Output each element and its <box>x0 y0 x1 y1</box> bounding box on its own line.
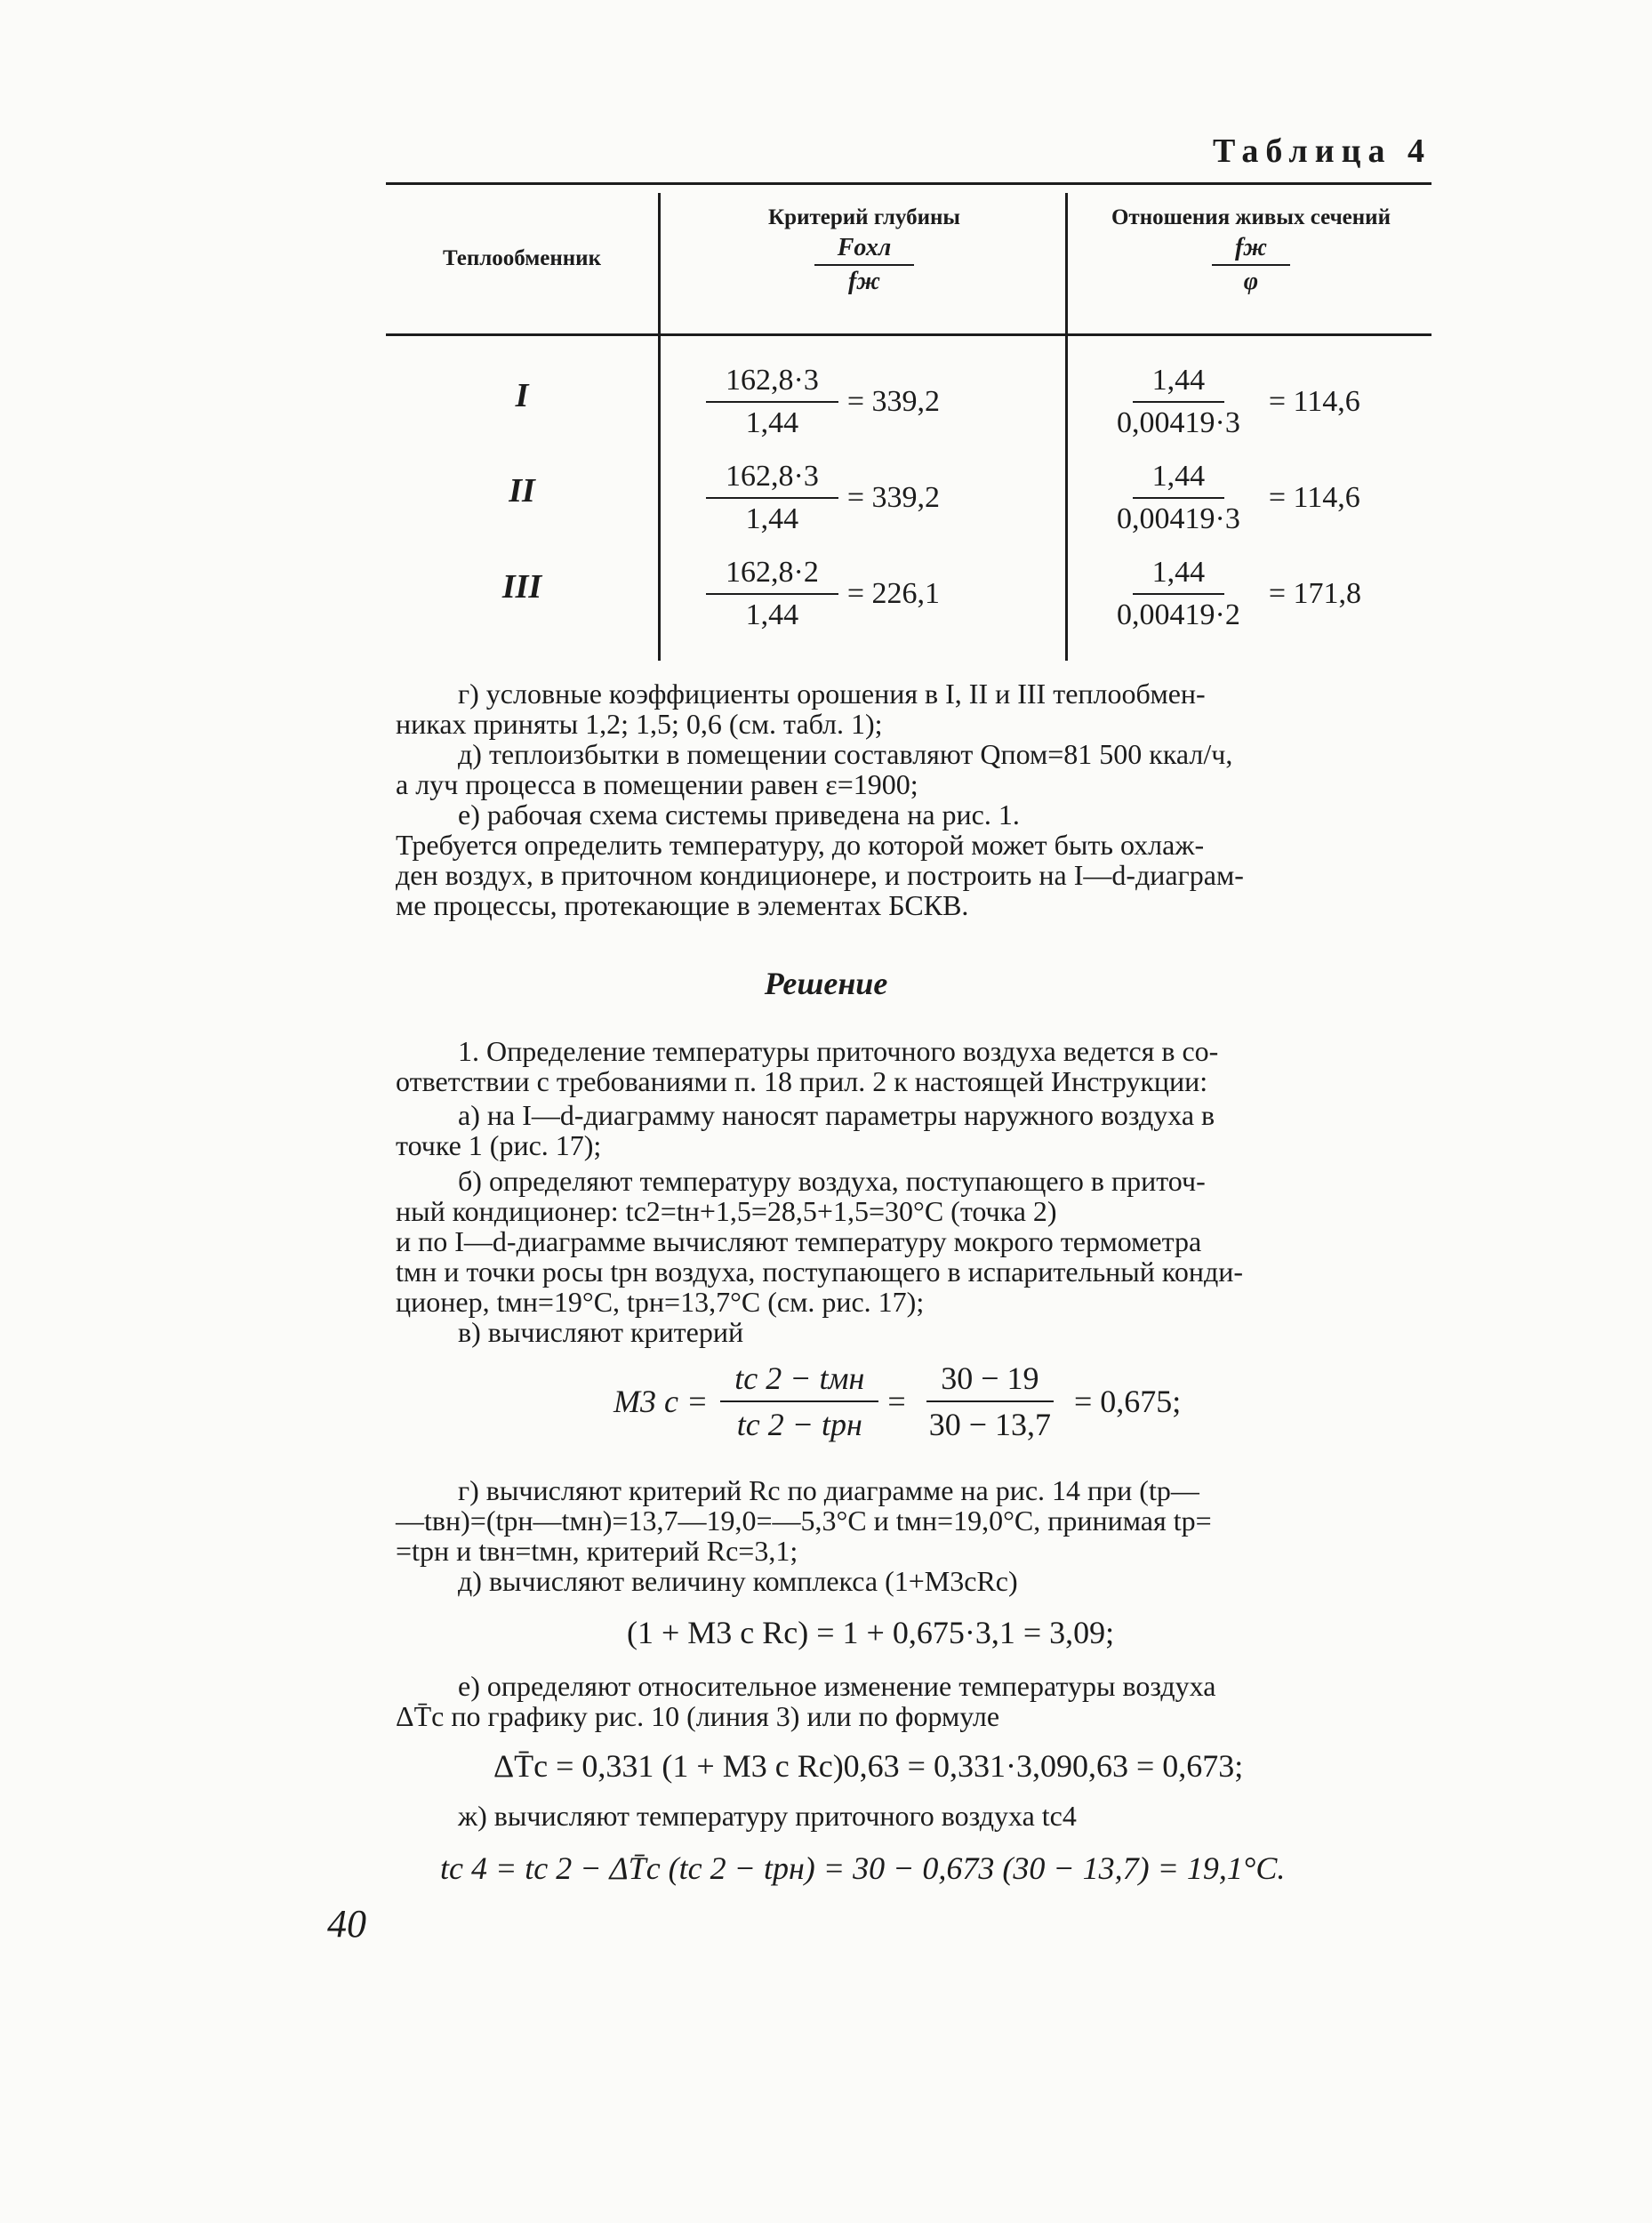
text-line: ный кондиционер: tс2=tн+1,5=28,5+1,5=30°С (точка 2) <box>396 1195 1057 1227</box>
formula-lhs: M3 с = <box>613 1384 709 1419</box>
ratio-numerator: 1,44 <box>1133 360 1225 403</box>
header-depth-fraction <box>814 234 914 296</box>
text-line: а луч процесса в помещении равен ε=1900; <box>396 768 918 800</box>
depth-fraction <box>706 456 838 540</box>
ratio-denominator: 0,00419·3 <box>1117 406 1240 439</box>
ratio-fraction <box>1097 456 1260 540</box>
depth-numerator: 162,8·2 <box>706 552 838 595</box>
formula-denominator-1: tс 2 − tрн <box>736 1407 862 1442</box>
text-line: ж) вычисляют температуру приточного воздуха tс4 <box>458 1800 1077 1832</box>
text-line: б) определяют температуру воздуха, поступающего в приточ- <box>458 1165 1206 1197</box>
text-line: ден воздух, в приточном кондиционере, и построить на I—d-диаграм- <box>396 859 1244 891</box>
depth-denominator: 1,44 <box>745 406 799 439</box>
text-line: г) условные коэффициенты орошения в I, II и III теплообмен- <box>458 678 1206 710</box>
header-depth-denominator: fж <box>848 268 880 295</box>
text-line: ΔT̄с по графику рис. 10 (линия 3) или по формуле <box>396 1700 1000 1732</box>
header-depth-numerator: Fохл <box>814 234 914 266</box>
ratio-denominator: 0,00419·3 <box>1117 502 1240 535</box>
row-i-depth <box>706 360 940 444</box>
text-line: никах приняты 1,2; 1,5; 0,6 (см. табл. 1); <box>396 708 883 740</box>
row-label-i: I <box>515 377 529 414</box>
row-label-ii: II <box>509 472 535 510</box>
header-ratio-label: Отношения живых сечений <box>1111 205 1391 229</box>
formula-numerator-2: 30 − 19 <box>926 1356 1053 1402</box>
row-iii-depth <box>706 552 940 636</box>
ratio-fraction <box>1097 552 1260 636</box>
ratio-result: = 114,6 <box>1268 385 1360 418</box>
text-line: 1. Определение температуры приточного воздуха ведется в со- <box>458 1035 1219 1067</box>
data-table <box>386 182 1431 662</box>
formula-m3c <box>613 1356 1181 1447</box>
text-line: д) вычисляют величину комплекса (1+M3сRс) <box>458 1565 1018 1597</box>
ratio-fraction <box>1097 360 1260 444</box>
page-number: 40 <box>327 1902 366 1946</box>
formula-fraction-2 <box>915 1356 1065 1447</box>
section-heading: Решение <box>764 966 888 1001</box>
header-ratio-numerator: fж <box>1212 234 1290 266</box>
formula-fraction-1 <box>720 1356 878 1447</box>
header-section-ratio <box>1071 205 1431 296</box>
text-line: точке 1 (рис. 17); <box>396 1129 602 1161</box>
formula-equals: = <box>887 1384 906 1419</box>
formula-tc4: tс 4 = tс 2 − ΔT̄с (tс 2 − tрн) = 30 − 0,673 (30 − 13,7) = 19,1°С. <box>440 1850 1286 1886</box>
text-line: —tвн)=(tрн—tмн)=13,7—19,0=—5,3°С и tмн=19,0°С, принимая tр= <box>396 1505 1212 1537</box>
ratio-numerator: 1,44 <box>1133 552 1225 595</box>
text-line: ционер, tмн=19°С, tрн=13,7°С (см. рис. 17); <box>396 1286 925 1318</box>
formula-result: = 0,675; <box>1074 1384 1182 1419</box>
depth-numerator: 162,8·3 <box>706 360 838 403</box>
depth-denominator: 1,44 <box>745 598 799 631</box>
text-line: ме процессы, протекающие в элементах БСКВ. <box>396 889 969 921</box>
row-iii-ratio <box>1097 552 1361 636</box>
ratio-result: = 171,8 <box>1268 577 1362 610</box>
depth-result: = 226,1 <box>846 577 941 610</box>
table-header-rule <box>386 333 1431 336</box>
row-ii-depth <box>706 456 940 540</box>
text-line: и по I—d-диаграмме вычисляют температуру мокрого термометра <box>396 1225 1202 1257</box>
text-line: а) на I—d-диаграмму наносят параметры наружного воздуха в <box>458 1099 1215 1131</box>
header-ratio-fraction <box>1212 234 1290 296</box>
column-divider-2 <box>1065 193 1068 661</box>
text-line: ответствии с требованиями п. 18 прил. 2 к настоящей Инструкции: <box>396 1065 1208 1097</box>
ratio-denominator: 0,00419·2 <box>1117 598 1240 631</box>
row-label-iii: III <box>501 568 542 606</box>
text-line: д) теплоизбытки в помещении составляют Qпом=81 500 ккал/ч, <box>458 738 1233 770</box>
formula-delta-t: ΔT̄с = 0,331 (1 + M3 с Rс)0,63 = 0,331·3,090,63 = 0,673; <box>493 1748 1244 1784</box>
text-line: е) определяют относительное изменение температуры воздуха <box>458 1670 1216 1702</box>
text-line: в) вычисляют критерий <box>458 1316 744 1348</box>
header-ratio-denominator: φ <box>1243 268 1259 295</box>
depth-fraction <box>706 360 838 444</box>
depth-denominator: 1,44 <box>745 502 799 535</box>
formula-complex: (1 + M3 с Rс) = 1 + 0,675·3,1 = 3,09; <box>627 1615 1115 1650</box>
table-top-rule <box>386 182 1431 185</box>
ratio-result: = 114,6 <box>1268 481 1360 514</box>
depth-numerator: 162,8·3 <box>706 456 838 499</box>
depth-result: = 339,2 <box>846 481 941 514</box>
text-line: Требуется определить температуру, до которой может быть охлаж- <box>396 829 1205 861</box>
row-ii-ratio <box>1097 456 1360 540</box>
row-i-ratio <box>1097 360 1360 444</box>
column-divider-1 <box>658 193 661 661</box>
text-line: г) вычисляют критерий Rс по диаграмме на рис. 14 при (tр— <box>458 1474 1199 1506</box>
header-depth-criterion <box>663 205 1065 296</box>
header-depth-label: Критерий глубины <box>768 205 960 229</box>
ratio-numerator: 1,44 <box>1133 456 1225 499</box>
formula-numerator-1: tс 2 − tмн <box>720 1356 878 1402</box>
text-line: tмн и точки росы tрн воздуха, поступающего в испарительный конди- <box>396 1256 1244 1288</box>
depth-result: = 339,2 <box>846 385 941 418</box>
depth-fraction <box>706 552 838 636</box>
header-heat-exchanger: Теплообменник <box>443 246 601 270</box>
text-line: =tрн и tвн=tмн, критерий Rс=3,1; <box>396 1535 798 1567</box>
table-title: Таблица 4 <box>1212 132 1431 170</box>
text-line: е) рабочая схема системы приведена на рис. 1. <box>458 799 1020 831</box>
formula-denominator-2: 30 − 13,7 <box>928 1407 1051 1442</box>
